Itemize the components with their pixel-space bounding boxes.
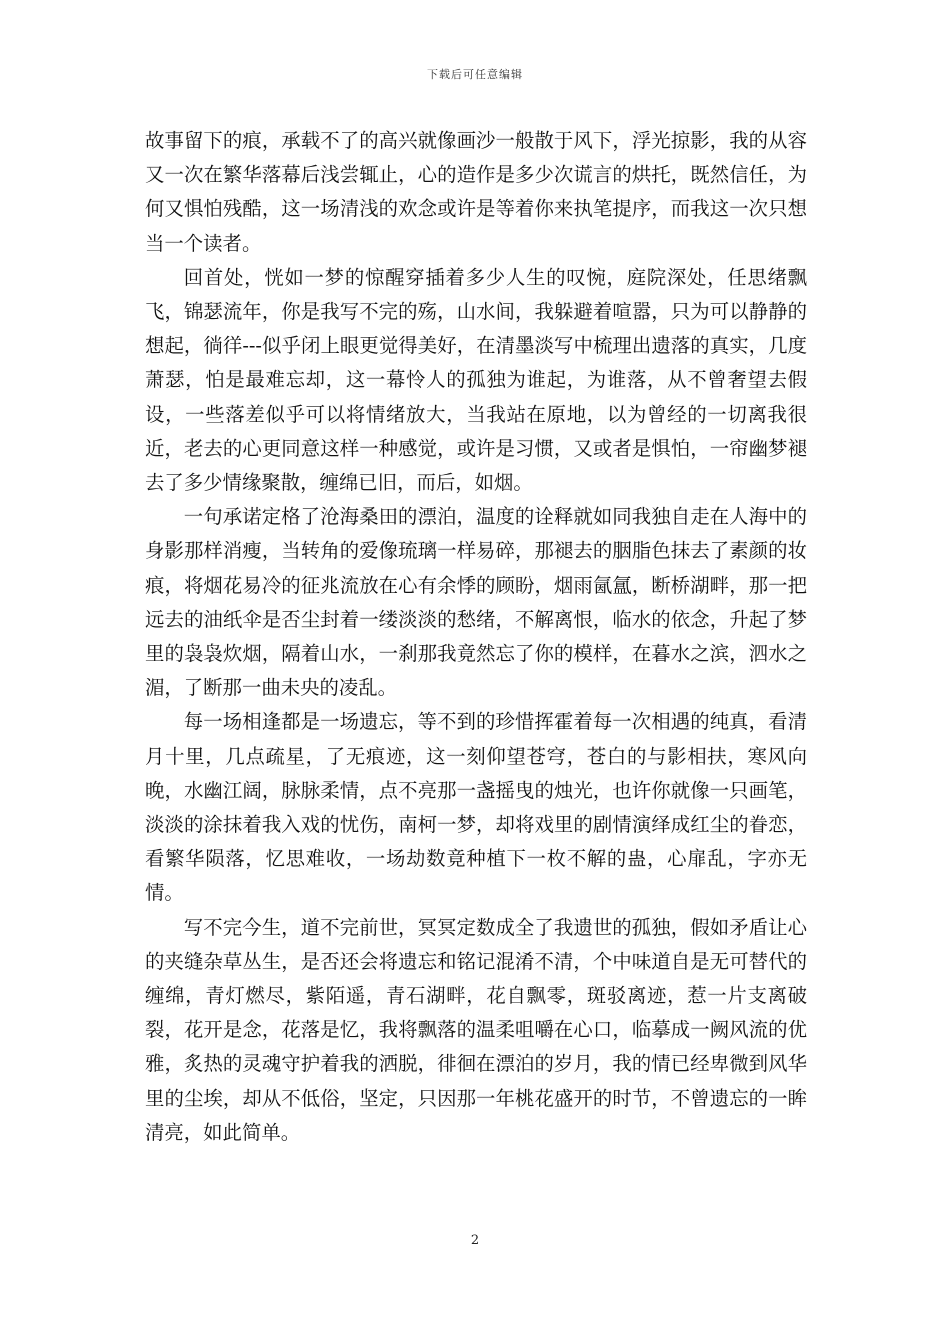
body-text xyxy=(145,124,807,1150)
paragraph-2: 回首处，恍如一梦的惊醒穿插着多少人生的叹惋，庭院深处，任思绪飘飞，锦瑟流年，你是我写不完的殇，山水间，我躲避着喧嚣，只为可以静静的想起，徜徉---似乎闭上眼更觉得美好，在清墨淡写中梳理出遗落的真实，几度萧瑟，怕是最难忘却，这一幕怜人的孤独为谁起，为谁落，从不曾奢望去假设，一些落差似乎可以将情绪放大，当我站在原地，以为曾经的一切离我很近，老去的心更同意这样一种感觉，或许是习惯，又或者是惧怕，一帘幽梦褪去了多少情缘聚散，缠绵已旧，而后，如烟。 xyxy=(145,265,807,495)
paragraph-1: 故事留下的痕，承载不了的高兴就像画沙一般散于风下，浮光掠影，我的从容又一次在繁华落幕后浅尝辄止，心的造作是多少次谎言的烘托，既然信任，为何又惧怕残酷，这一场清浅的欢念或许是等着你来执笔提序，而我这一次只想当一个读者。 xyxy=(145,129,807,255)
paragraph-4: 每一场相逢都是一场遗忘，等不到的珍惜挥霍着每一次相遇的纯真，看清月十里，几点疏星，了无痕迹，这一刻仰望苍穹，苍白的与影相扶，寒风向晚，水幽江阔，脉脉柔情，点不亮那一盏摇曳的烛光，也许你就像一只画笔，淡淡的涂抹着我入戏的忧伤，南柯一梦，却将戏里的剧情演绎成红尘的眷恋，看繁华陨落，忆思难收，一场劫数竟种植下一枚不解的蛊，心扉乱，字亦无情。 xyxy=(145,710,807,905)
page-header: 下载后可任意编辑 xyxy=(427,68,523,81)
paragraph-3: 一句承诺定格了沧海桑田的漂泊，温度的诠释就如同我独自走在人海中的身影那样消瘦，当转角的爱像琉璃一样易碎，那褪去的胭脂色抹去了素颜的妆痕，将烟花易冷的征兆流放在心有余悸的顾盼，烟雨氤氲，断桥湖畔，那一把远去的油纸伞是否尘封着一缕淡淡的愁绪，不解离恨，临水的依念，升起了梦里的袅袅炊烟，隔着山水，一刹那我竟然忘了你的模样，在暮水之滨，泗水之湄，了断那一曲未央的凌乱。 xyxy=(145,505,807,700)
page-number: 2 xyxy=(470,1233,480,1248)
paragraph-5: 写不完今生，道不完前世，冥冥定数成全了我遗世的孤独，假如矛盾让心的夹缝杂草丛生，是否还会将遗忘和铭记混淆不清，个中味道自是无可替代的缠绵，青灯燃尽，紫陌遥，青石湖畔，花自飘零，斑驳离迹，惹一片支离破裂，花开是念，花落是忆，我将飘落的温柔咀嚼在心口，临摹成一阙风流的优雅，炙热的灵魂守护着我的洒脱，徘徊在漂泊的岁月，我的情已经卑微到风华里的尘埃，却从不低俗，坚定，只因那一年桃花盛开的时节，不曾遗忘的一眸清亮，如此简单。 xyxy=(145,915,807,1144)
